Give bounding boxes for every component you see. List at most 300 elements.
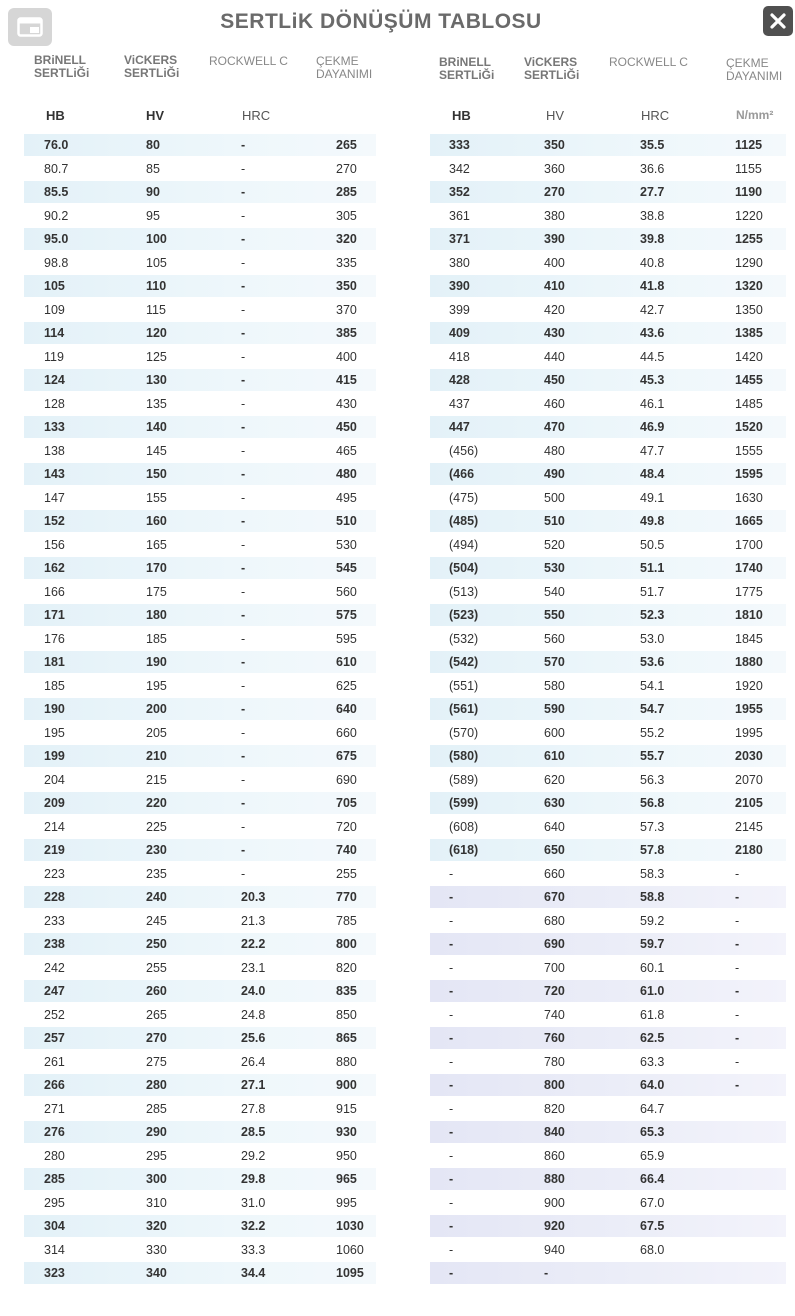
table-row bbox=[430, 675, 786, 697]
table-cell: 860 bbox=[544, 1148, 565, 1163]
table-row bbox=[24, 769, 376, 791]
table-row bbox=[430, 440, 786, 462]
table-cell: 170 bbox=[146, 561, 167, 575]
table-cell: 950 bbox=[336, 1148, 357, 1163]
table-cell: - bbox=[449, 1172, 454, 1186]
header-cekme bbox=[726, 57, 782, 83]
table-cell: 210 bbox=[146, 749, 167, 763]
table-cell: - bbox=[735, 984, 740, 998]
table-cell: - bbox=[241, 467, 246, 481]
table-cell: 670 bbox=[544, 890, 565, 904]
table-cell: 95 bbox=[146, 208, 160, 223]
table-row bbox=[24, 228, 376, 250]
table-cell: 900 bbox=[336, 1078, 357, 1092]
table-cell: 54.7 bbox=[640, 702, 665, 716]
table-row bbox=[430, 1051, 786, 1073]
table-row bbox=[430, 839, 786, 861]
table-cell: 2145 bbox=[735, 819, 763, 834]
table-cell: (494) bbox=[449, 537, 479, 552]
table-cell: - bbox=[241, 396, 246, 411]
table-cell: 199 bbox=[44, 749, 65, 763]
table-cell: 1350 bbox=[735, 302, 763, 317]
table-cell: 690 bbox=[544, 937, 565, 951]
table-cell: 20.3 bbox=[241, 890, 266, 904]
header-rockwell bbox=[209, 55, 288, 68]
table-cell: 415 bbox=[336, 373, 357, 387]
table-cell: 850 bbox=[336, 1007, 357, 1022]
table-cell: 65.3 bbox=[640, 1125, 665, 1139]
table-cell: 740 bbox=[336, 843, 357, 857]
table-cell: 242 bbox=[44, 960, 65, 975]
table-row bbox=[430, 792, 786, 814]
table-cell: 35.5 bbox=[640, 138, 665, 152]
table-cell: 140 bbox=[146, 420, 167, 434]
table-cell: 333 bbox=[449, 138, 470, 152]
table-cell: 480 bbox=[544, 443, 565, 458]
table-cell: 68.0 bbox=[640, 1242, 665, 1257]
table-cell: 800 bbox=[336, 937, 357, 951]
table-row bbox=[24, 1098, 376, 1120]
table-cell: - bbox=[241, 443, 246, 458]
table-cell: 195 bbox=[146, 678, 167, 693]
table-row bbox=[430, 1121, 786, 1143]
table-cell: 27.8 bbox=[241, 1101, 266, 1116]
table-cell: 64.7 bbox=[640, 1101, 665, 1116]
table-cell: - bbox=[449, 1148, 454, 1163]
table-cell: 85 bbox=[146, 161, 160, 176]
table-cell: 410 bbox=[544, 279, 565, 293]
table-cell: (608) bbox=[449, 819, 479, 834]
table-cell: 114 bbox=[44, 326, 65, 340]
header-line: ÇEKME bbox=[316, 54, 359, 68]
table-row bbox=[24, 698, 376, 720]
table-cell: (580) bbox=[449, 749, 479, 763]
table-cell: - bbox=[449, 1078, 454, 1092]
table-row bbox=[24, 158, 376, 180]
table-cell: 409 bbox=[449, 326, 470, 340]
table-row bbox=[430, 252, 786, 274]
table-cell: 1555 bbox=[735, 443, 763, 458]
header-cekme bbox=[316, 55, 372, 81]
table-cell: 266 bbox=[44, 1078, 65, 1092]
table-row bbox=[430, 510, 786, 532]
table-cell: 34.4 bbox=[241, 1266, 266, 1280]
table-cell: 640 bbox=[336, 702, 357, 716]
table-cell: 204 bbox=[44, 772, 65, 787]
table-cell: 176 bbox=[44, 631, 65, 646]
table-cell: (570) bbox=[449, 725, 479, 740]
table-cell: 265 bbox=[146, 1007, 167, 1022]
table-cell: 575 bbox=[336, 608, 357, 622]
table-cell: 105 bbox=[44, 279, 65, 293]
table-cell: 57.8 bbox=[640, 843, 665, 857]
table-cell: 740 bbox=[544, 1007, 565, 1022]
table-cell: 150 bbox=[146, 467, 167, 481]
table-cell: 295 bbox=[44, 1195, 65, 1210]
table-cell: 1095 bbox=[336, 1266, 364, 1280]
table-cell: 255 bbox=[146, 960, 167, 975]
table-cell: 145 bbox=[146, 443, 167, 458]
table-cell: 530 bbox=[544, 561, 565, 575]
table-cell: - bbox=[241, 843, 246, 857]
table-cell: 119 bbox=[44, 349, 64, 364]
header-line: ROCKWELL C bbox=[209, 54, 288, 68]
subheader-nmm2: N/mm² bbox=[736, 108, 774, 122]
table-cell: (599) bbox=[449, 796, 479, 810]
table-cell: - bbox=[241, 302, 246, 317]
table-row bbox=[24, 1168, 376, 1190]
table-cell: - bbox=[449, 1195, 454, 1210]
table-cell: 59.7 bbox=[640, 937, 665, 951]
table-cell: 40.8 bbox=[640, 255, 665, 270]
table-row bbox=[24, 1239, 376, 1261]
table-cell: 590 bbox=[544, 702, 565, 716]
table-cell: 23.1 bbox=[241, 960, 266, 975]
table-cell: 580 bbox=[544, 678, 565, 693]
table-cell: 550 bbox=[544, 608, 565, 622]
table-cell: 24.0 bbox=[241, 984, 266, 998]
table-cell: 255 bbox=[336, 866, 357, 881]
table-cell: 205 bbox=[146, 725, 167, 740]
table-cell: 109 bbox=[44, 302, 65, 317]
table-row bbox=[430, 487, 786, 509]
table-row bbox=[24, 487, 376, 509]
table-row bbox=[430, 416, 786, 438]
header-line: SERTLiĞi bbox=[124, 66, 180, 80]
table-cell: 835 bbox=[336, 984, 357, 998]
table-cell: 64.0 bbox=[640, 1078, 665, 1092]
table-row bbox=[430, 134, 786, 156]
table-row bbox=[430, 910, 786, 932]
table-cell: 24.8 bbox=[241, 1007, 266, 1022]
table-cell: 100 bbox=[146, 232, 167, 246]
table-row bbox=[430, 1145, 786, 1167]
table-cell: 305 bbox=[336, 208, 357, 223]
table-cell: - bbox=[735, 960, 740, 975]
table-cell: 915 bbox=[336, 1101, 357, 1116]
table-cell: - bbox=[449, 1266, 454, 1280]
table-cell: 214 bbox=[44, 819, 65, 834]
table-cell: 61.8 bbox=[640, 1007, 665, 1022]
table-cell: - bbox=[241, 326, 246, 340]
table-cell: 820 bbox=[336, 960, 357, 975]
table-cell: - bbox=[241, 725, 246, 740]
table-cell: - bbox=[735, 937, 740, 951]
table-cell: 29.8 bbox=[241, 1172, 266, 1186]
table-cell: 185 bbox=[146, 631, 167, 646]
table-cell: 295 bbox=[146, 1148, 167, 1163]
table-cell: - bbox=[735, 890, 740, 904]
table-row bbox=[24, 816, 376, 838]
table-cell: 370 bbox=[336, 302, 357, 317]
table-cell: 380 bbox=[544, 208, 565, 223]
table-cell: - bbox=[735, 913, 740, 928]
table-cell: 29.2 bbox=[241, 1148, 266, 1163]
table-row bbox=[430, 158, 786, 180]
table-cell: (456) bbox=[449, 443, 479, 458]
table-cell: 690 bbox=[336, 772, 357, 787]
table-cell: 67.5 bbox=[640, 1219, 665, 1233]
table-cell: - bbox=[241, 161, 246, 176]
table-cell: 450 bbox=[336, 420, 357, 434]
table-cell: 28.5 bbox=[241, 1125, 266, 1139]
header-line: DAYANIMI bbox=[726, 69, 783, 83]
table-row bbox=[24, 1192, 376, 1214]
table-cell: 32.2 bbox=[241, 1219, 266, 1233]
table-cell: - bbox=[735, 1078, 740, 1092]
header-line: ViCKERS bbox=[124, 53, 178, 67]
table-row bbox=[24, 886, 376, 908]
table-cell: - bbox=[241, 373, 246, 387]
table-cell: 2030 bbox=[735, 749, 763, 763]
table-cell: 245 bbox=[146, 913, 167, 928]
table-cell: 430 bbox=[336, 396, 357, 411]
table-row bbox=[24, 980, 376, 1002]
table-cell: 610 bbox=[544, 749, 565, 763]
table-cell: 323 bbox=[44, 1266, 65, 1280]
table-cell: 47.7 bbox=[640, 443, 665, 458]
table-row bbox=[24, 863, 376, 885]
table-cell: 195 bbox=[44, 725, 65, 740]
table-cell: 152 bbox=[44, 514, 65, 528]
table-cell: 300 bbox=[146, 1172, 167, 1186]
table-cell: 720 bbox=[336, 819, 357, 834]
table-cell: (589) bbox=[449, 772, 479, 787]
table-cell: 361 bbox=[449, 208, 470, 223]
table-row bbox=[24, 275, 376, 297]
table-cell: 247 bbox=[44, 984, 65, 998]
table-cell: (532) bbox=[449, 631, 479, 646]
table-cell: 130 bbox=[146, 373, 167, 387]
table-cell: 53.0 bbox=[640, 631, 665, 646]
table-cell: 1700 bbox=[735, 537, 763, 552]
table-cell: - bbox=[241, 138, 246, 152]
table-cell: 2105 bbox=[735, 796, 763, 810]
table-cell: 276 bbox=[44, 1125, 65, 1139]
table-cell: 380 bbox=[449, 255, 470, 270]
table-cell: 760 bbox=[544, 1031, 565, 1045]
table-cell: 470 bbox=[544, 420, 565, 434]
table-cell: 1190 bbox=[735, 185, 763, 199]
table-cell: 56.8 bbox=[640, 796, 665, 810]
table-cell: - bbox=[449, 913, 454, 928]
table-cell: 143 bbox=[44, 467, 65, 481]
header-line: BRiNELL bbox=[439, 55, 491, 69]
table-cell: 270 bbox=[146, 1031, 167, 1045]
table-cell: - bbox=[735, 1054, 740, 1069]
table-row bbox=[430, 534, 786, 556]
table-cell: - bbox=[544, 1266, 549, 1280]
table-cell: 785 bbox=[336, 913, 357, 928]
table-cell: 1385 bbox=[735, 326, 763, 340]
table-cell: 260 bbox=[146, 984, 167, 998]
table-row bbox=[430, 1004, 786, 1026]
table-cell: 1455 bbox=[735, 373, 763, 387]
table-cell: 680 bbox=[544, 913, 565, 928]
header-line: BRiNELL bbox=[34, 53, 86, 67]
table-cell: 285 bbox=[44, 1172, 65, 1186]
table-cell: 940 bbox=[544, 1242, 565, 1257]
table-cell: 125 bbox=[146, 349, 167, 364]
table-cell: 59.2 bbox=[640, 913, 665, 928]
table-row bbox=[430, 1215, 786, 1237]
table-cell: 418 bbox=[449, 349, 470, 364]
table-row bbox=[430, 745, 786, 767]
table-cell: 80 bbox=[146, 138, 160, 152]
table-cell: 162 bbox=[44, 561, 65, 575]
table-cell: 270 bbox=[544, 185, 565, 199]
table-cell: (475) bbox=[449, 490, 479, 505]
table-cell: 26.4 bbox=[241, 1054, 266, 1069]
header-brinell bbox=[439, 56, 494, 82]
table-row bbox=[430, 205, 786, 227]
table-cell: 98.8 bbox=[44, 255, 69, 270]
table-cell: - bbox=[241, 537, 246, 552]
table-cell: 352 bbox=[449, 185, 470, 199]
table-cell: 880 bbox=[544, 1172, 565, 1186]
table-cell: 31.0 bbox=[241, 1195, 266, 1210]
table-cell: 76.0 bbox=[44, 138, 69, 152]
table-row bbox=[24, 581, 376, 603]
table-cell: 995 bbox=[336, 1195, 357, 1210]
table-cell: 1995 bbox=[735, 725, 763, 740]
table-cell: 223 bbox=[44, 866, 65, 881]
table-cell: 265 bbox=[336, 138, 357, 152]
table-cell: 1320 bbox=[735, 279, 763, 293]
table-row bbox=[430, 275, 786, 297]
table-cell: 310 bbox=[146, 1195, 167, 1210]
table-cell: 530 bbox=[336, 537, 357, 552]
subheader-hv: HV bbox=[146, 108, 165, 123]
table-cell: 53.6 bbox=[640, 655, 665, 669]
table-cell: 65.9 bbox=[640, 1148, 665, 1163]
table-row bbox=[430, 557, 786, 579]
table-cell: 50.5 bbox=[640, 537, 665, 552]
table-cell: 45.3 bbox=[640, 373, 665, 387]
table-cell: 430 bbox=[544, 326, 565, 340]
table-cell: 705 bbox=[336, 796, 357, 810]
table-cell: 252 bbox=[44, 1007, 65, 1022]
table-cell: 166 bbox=[44, 584, 65, 599]
table-cell: 147 bbox=[44, 490, 65, 505]
close-icon bbox=[769, 12, 787, 30]
table-cell: - bbox=[241, 349, 246, 364]
table-row bbox=[430, 628, 786, 650]
table-cell: 110 bbox=[146, 279, 167, 293]
header-line: ÇEKME bbox=[726, 56, 769, 70]
table-cell: 160 bbox=[146, 514, 167, 528]
table-cell: 560 bbox=[336, 584, 357, 599]
table-row bbox=[430, 863, 786, 885]
table-row bbox=[430, 698, 786, 720]
table-row bbox=[430, 957, 786, 979]
table-cell: 219 bbox=[44, 843, 65, 857]
table-cell: - bbox=[241, 514, 246, 528]
table-cell: 320 bbox=[336, 232, 357, 246]
table-cell: 1595 bbox=[735, 467, 763, 481]
table-cell: 215 bbox=[146, 772, 167, 787]
table-cell: 46.1 bbox=[640, 396, 665, 411]
table-cell: 340 bbox=[146, 1266, 167, 1280]
table-row bbox=[24, 134, 376, 156]
table-cell: 135 bbox=[146, 396, 167, 411]
table-cell: (523) bbox=[449, 608, 479, 622]
table-cell: - bbox=[735, 866, 740, 881]
table-cell: 460 bbox=[544, 396, 565, 411]
table-cell: (513) bbox=[449, 584, 479, 599]
table-cell: - bbox=[449, 984, 454, 998]
table-cell: 185 bbox=[44, 678, 65, 693]
table-row bbox=[24, 440, 376, 462]
table-row bbox=[24, 910, 376, 932]
table-cell: - bbox=[241, 678, 246, 693]
header-line: SERTLiĞi bbox=[439, 68, 495, 82]
table-cell: 600 bbox=[544, 725, 565, 740]
table-cell: 171 bbox=[44, 608, 65, 622]
table-row bbox=[24, 181, 376, 203]
table-row bbox=[430, 228, 786, 250]
table-cell: - bbox=[241, 255, 246, 270]
table-row bbox=[430, 1098, 786, 1120]
table-cell: 21.3 bbox=[241, 913, 266, 928]
table-cell: - bbox=[241, 819, 246, 834]
table-cell: 54.1 bbox=[640, 678, 665, 693]
table-row bbox=[24, 1051, 376, 1073]
table-cell: 720 bbox=[544, 984, 565, 998]
table-cell: - bbox=[449, 1007, 454, 1022]
table-row bbox=[24, 839, 376, 861]
table-cell: 770 bbox=[336, 890, 357, 904]
table-cell: 181 bbox=[44, 655, 65, 669]
table-cell: 51.1 bbox=[640, 561, 665, 575]
table-cell: 138 bbox=[44, 443, 65, 458]
table-cell: 290 bbox=[146, 1125, 167, 1139]
table-cell: 1630 bbox=[735, 490, 763, 505]
table-cell: 46.9 bbox=[640, 420, 665, 434]
table-row bbox=[24, 1262, 376, 1284]
table-row bbox=[430, 581, 786, 603]
table-row bbox=[430, 933, 786, 955]
table-cell: 51.7 bbox=[640, 584, 665, 599]
table-row bbox=[430, 651, 786, 673]
table-row bbox=[24, 557, 376, 579]
table-cell: 930 bbox=[336, 1125, 357, 1139]
table-cell: (561) bbox=[449, 702, 479, 716]
close-button[interactable] bbox=[763, 6, 793, 36]
table-row bbox=[24, 534, 376, 556]
table-cell: 190 bbox=[146, 655, 167, 669]
table-cell: 1520 bbox=[735, 420, 763, 434]
header-brinell bbox=[34, 54, 89, 80]
table-cell: (466 bbox=[449, 467, 475, 481]
table-cell: 280 bbox=[146, 1078, 167, 1092]
table-cell: - bbox=[241, 232, 246, 246]
table-cell: 270 bbox=[336, 161, 357, 176]
table-cell: 400 bbox=[336, 349, 357, 364]
table-cell: 480 bbox=[336, 467, 357, 481]
table-cell: 390 bbox=[449, 279, 470, 293]
header-line: SERTLiĞi bbox=[524, 68, 580, 82]
table-cell: 67.0 bbox=[640, 1195, 665, 1210]
table-cell: 95.0 bbox=[44, 232, 69, 246]
table-cell: - bbox=[241, 772, 246, 787]
table-row bbox=[430, 346, 786, 368]
table-cell: - bbox=[449, 1219, 454, 1233]
table-cell: 60.1 bbox=[640, 960, 665, 975]
table-cell: 2070 bbox=[735, 772, 763, 787]
table-cell: - bbox=[241, 796, 246, 810]
table-row bbox=[430, 299, 786, 321]
